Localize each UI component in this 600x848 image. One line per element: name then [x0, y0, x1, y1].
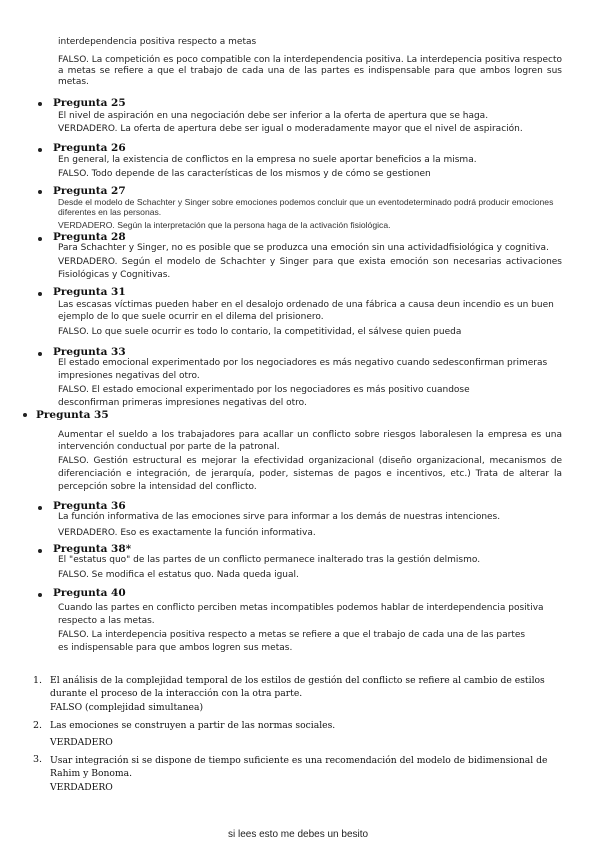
- list-number: 3.: [33, 754, 43, 765]
- question-statement: En general, la existencia de conflictos en la empresa no suele aportar beneficios a la misma.: [58, 155, 477, 165]
- question-answer: VERDADERO. La oferta de apertura debe ser igual o moderadamente mayor que el nivel de aspiración.: [58, 124, 523, 134]
- list-item-text: Usar integración si se dispone de tiempo suficiente es una recomendación del modelo de bidimensional de Rahim y Bonoma.: [50, 755, 548, 779]
- question-answer: VERDADERO. Según la interpretación que la persona haga de la activación fisiológica.: [58, 220, 391, 230]
- question-statement: Para Schachter y Singer, no es posible que se produzca una emoción sin una actividadfisiológica y cognitiva.: [58, 243, 549, 253]
- list-item-text: Las emociones se construyen a partir de las normas sociales.: [50, 720, 336, 731]
- question-statement: La función informativa de las emociones sirve para informar a los demás de nuestras intenciones.: [58, 512, 501, 522]
- list-item-answer: FALSO (complejidad simultanea): [50, 702, 204, 713]
- list-item-answer: VERDADERO: [50, 737, 113, 748]
- question-title: Pregunta 33: [53, 346, 126, 358]
- bullet-icon: [23, 413, 27, 417]
- question-statement: Cuando las partes en conflicto perciben metas incompatibles podemos hablar de interdependencia positiva respecto a las metas.: [58, 603, 544, 626]
- bullet-icon: [38, 102, 42, 106]
- bullet-icon: [38, 237, 42, 241]
- question-title: Pregunta 40: [53, 587, 126, 599]
- bullet-icon: [38, 352, 42, 356]
- question-statement: El "estatus quo" de las partes de un conflicto permanece inalterado tras la gestión delmismo.: [58, 555, 481, 565]
- list-number: 1.: [33, 675, 43, 686]
- question-title: Pregunta 28: [53, 231, 126, 243]
- bullet-icon: [38, 506, 42, 510]
- question-answer: FALSO. Gestión estructural es mejorar la efectividad organizacional (diseño organizacional, mecanismos de diferenciación e integración, de jerarquía, poder, sistemas de pagos e incentivos, etc.) Trata de alterar la percepción sobre la intensidad del conflicto.: [58, 456, 562, 492]
- footer-note: si lees esto me debes un besito: [228, 829, 369, 840]
- question-title: Pregunta 26: [53, 142, 126, 154]
- question-answer: FALSO. Lo que suele ocurrir es todo lo contario, la competitividad, el sálvese quien pueda: [58, 327, 462, 337]
- question-title: Pregunta 38*: [53, 543, 132, 555]
- question-answer: VERDADERO. Según el modelo de Schachter y Singer para que exista emoción son necesarias activaciones Fisiológicas y Cognitivas.: [58, 257, 562, 280]
- list-item-answer: VERDADERO: [50, 782, 113, 793]
- question-title: Pregunta 25: [53, 97, 126, 109]
- question-title: Pregunta 35: [36, 409, 109, 421]
- question-answer: FALSO. Se modifica el estatus quo. Nada queda igual.: [58, 570, 299, 580]
- question-answer: FALSO. El estado emocional experimentado por los negociadores es más positivo cuandose desconfirman primeras impresiones negativas del otro.: [58, 385, 470, 408]
- list-number: 2.: [33, 720, 43, 731]
- continued-answer: FALSO. La competición es poco compatible con la interdependencia positiva. La interdepencia positiva respecto a metas se refiere a que el trabajo de cada una de las partes es indispensable para que ambos logren sus metas.: [58, 55, 562, 87]
- bullet-icon: [38, 593, 42, 597]
- question-statement: Aumentar el sueldo a los trabajadores para acallar un conflicto sobre riesgos laboralesen la empresa es una intervención conductual por parte de la patronal.: [58, 430, 562, 452]
- question-answer: FALSO. La interdepencia positiva respecto a metas se refiere a que el trabajo de cada una de las partes es indispensable para que ambos logren sus metas.: [58, 630, 526, 653]
- question-title: Pregunta 31: [53, 286, 126, 298]
- bullet-icon: [38, 148, 42, 152]
- question-statement: Desde el modelo de Schachter y Singer sobre emociones podemos concluir que un eventodeterminado podrá producir emociones diferentes en las personas.: [58, 197, 554, 217]
- question-statement: El nivel de aspiración en una negociación debe ser inferior a la oferta de apertura que se haga.: [58, 111, 489, 121]
- question-answer: VERDADERO. Eso es exactamente la función informativa.: [58, 528, 316, 538]
- bullet-icon: [38, 292, 42, 296]
- bullet-icon: [38, 549, 42, 553]
- continued-line: interdependencia positiva respecto a metas: [58, 37, 257, 47]
- question-answer: FALSO. Todo depende de las características de los mismos y de cómo se gestionen: [58, 169, 431, 179]
- question-statement: Las escasas víctimas pueden haber en el desalojo ordenado de una fábrica a causa deun incendio es un buen ejemplo de lo que suele ocurrir en el dilema del prisionero.: [58, 300, 554, 322]
- question-title: Pregunta 27: [53, 185, 126, 197]
- question-statement: El estado emocional experimentado por los negociadores es más negativo cuando sedesconfirman primeras impresiones negativas del otro.: [58, 358, 548, 381]
- question-title: Pregunta 36: [53, 500, 126, 512]
- bullet-icon: [38, 190, 42, 194]
- list-item-text: El análisis de la complejidad temporal de los estilos de gestión del conflicto se refiere al cambio de estilos durante el proceso de la interacción con la otra parte.: [50, 675, 545, 699]
